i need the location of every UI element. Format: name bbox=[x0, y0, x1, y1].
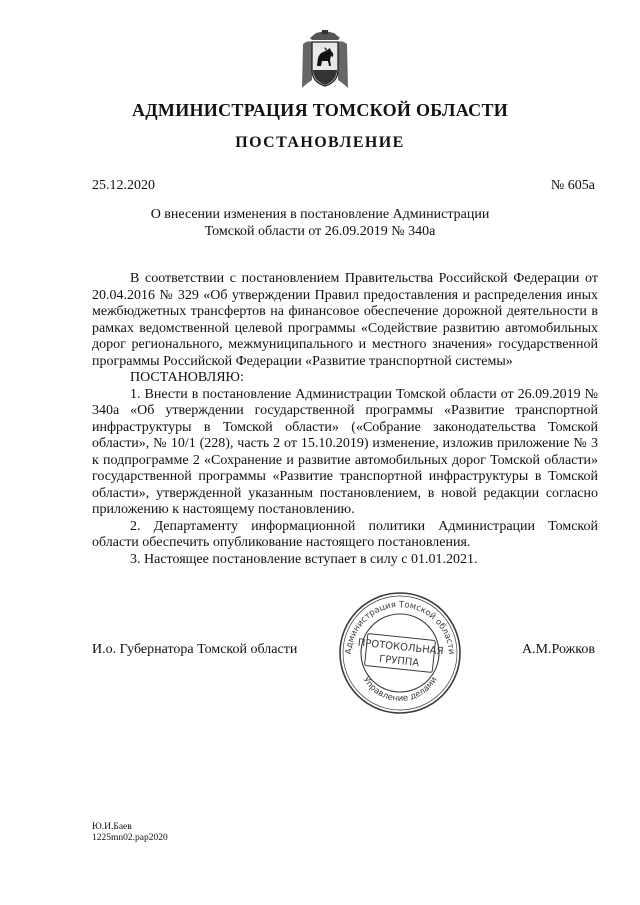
organization-title: АДМИНИСТРАЦИЯ ТОМСКОЙ ОБЛАСТИ bbox=[131, 100, 509, 120]
decree-item-2: 2. Департаменту информационной политики Администрации Томской области обеспечить опубликование настоящего постановления. bbox=[92, 518, 598, 550]
file-reference: 1225mn02.pap2020 bbox=[92, 833, 168, 843]
stamp-center-line-2: ГРУППА bbox=[378, 653, 420, 670]
tomsk-coat-of-arms-icon bbox=[300, 30, 350, 90]
decree-heading: ПОСТАНОВЛЯЮ: bbox=[130, 370, 244, 385]
signatory-name: А.М.Рожков bbox=[521, 642, 595, 657]
subject-line-1: О внесении изменения в постановление Администрации bbox=[150, 207, 490, 222]
document-subject bbox=[0, 206, 640, 240]
decree-item-3: 3. Настоящее постановление вступает в силу с 01.01.2021. bbox=[130, 551, 478, 567]
protocol-group-stamp bbox=[337, 590, 463, 716]
document-body bbox=[92, 271, 598, 568]
preamble-paragraph: В соответствии с постановлением Правительства Российской Федерации от 20.04.2016 № 329 «Об утверждении Правил предоставления и распределения иных межбюджетных трансфертов на финансовое обеспечение дорожной деятельности в рамках ведомственной целевой программы «Содействие развитию автомобильных дорог регионального, межмуниципального и местного значения» государственной программы Российской Федерации «Развитие транспортной системы» bbox=[92, 271, 598, 369]
svg-text:Управление делами bbox=[361, 675, 440, 704]
stamp-ring-bottom-text: Управление делами bbox=[360, 675, 440, 704]
decree-item-1: 1. Внести в постановление Администрации Томской области от 26.09.2019 № 340а «Об утверждении государственной программы «Развитие транспортной инфраструктуры в Томской области» («Собрание законодательства Томской области», № 10/1 (228), часть 2 от 15.10.2019) изменение, изложив приложение № 3 к подпрограмме 2 «Сохранение и развитие автомобильных дорог Томской области» государственной программы «Развитие транспортной инфраструктуры в Томской области», утвержденной указанным постановлением, в новой редакции согласно приложению к настоящему постановлению. bbox=[92, 386, 598, 517]
stamp-center-line-1: ПРОТОКОЛЬНАЯ bbox=[357, 637, 444, 658]
signatory-position: И.о. Губернатора Томской области bbox=[92, 642, 298, 657]
document-type-title: ПОСТАНОВЛЕНИЕ bbox=[235, 134, 405, 151]
document-date: 25.12.2020 bbox=[92, 178, 155, 193]
document-number: № 605а bbox=[550, 178, 595, 193]
stamp-ring-top-text: Администрация Томской области bbox=[343, 599, 457, 655]
executor-name: Ю.И.Баев bbox=[92, 822, 132, 832]
subject-line-2: Томской области от 26.09.2019 № 340а bbox=[204, 224, 436, 239]
